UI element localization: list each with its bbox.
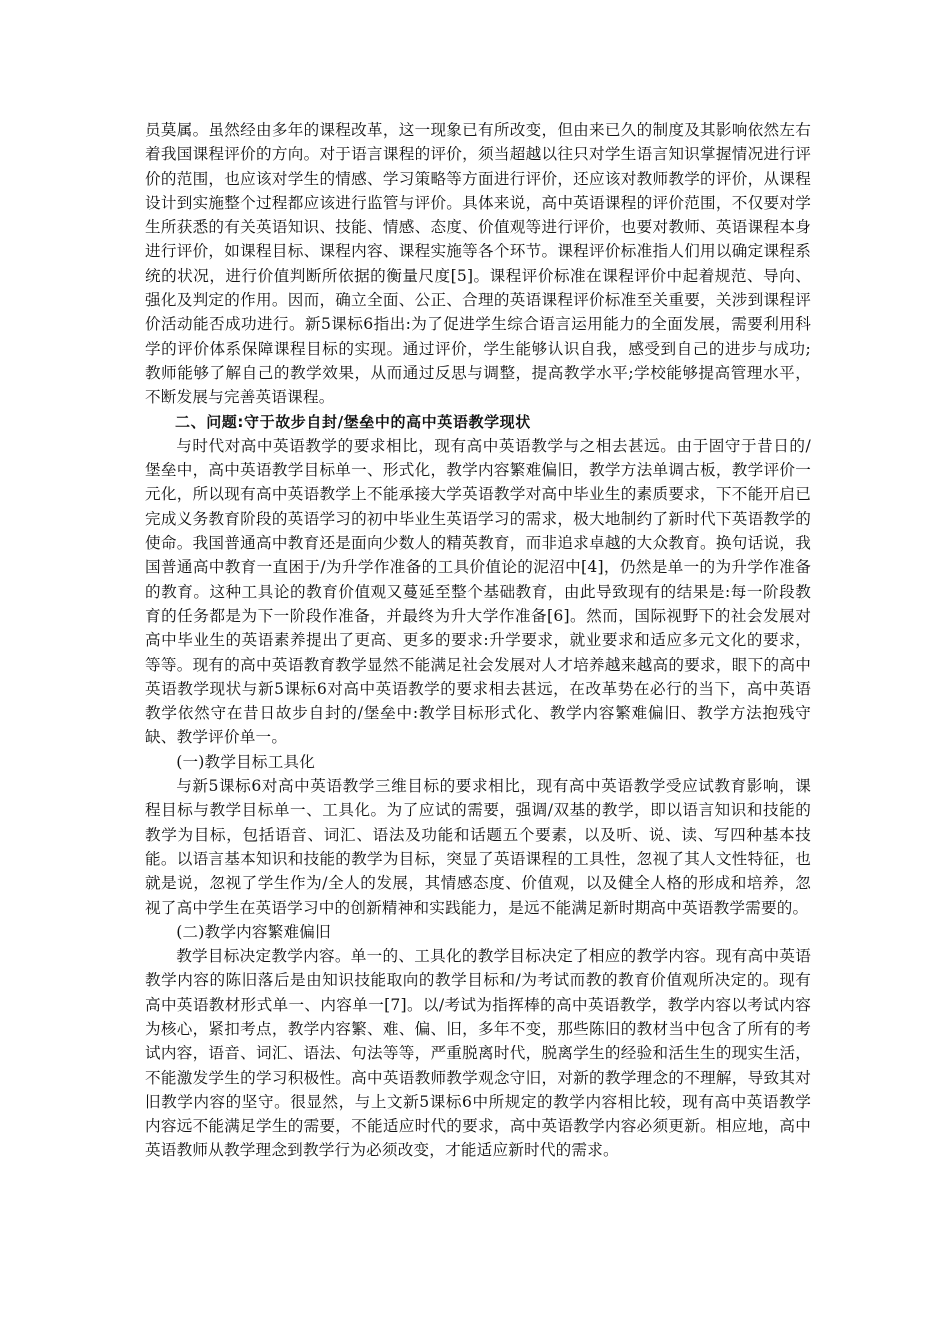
document-page: [145, 118, 811, 1163]
paragraph-body: 教学目标决定教学内容。单一的、工具化的教学目标决定了相应的教学内容。现有高中英语教学内容的陈旧落后是由知识技能取向的教学目标和/为考试而教的教育价值观所决定的。现有高中英语教材形式单一、内容单一[7]。以/考试为指挥棒的高中英语教学，教学内容以考试内容为核心，紧扣考点，教学内容繁、难、偏、旧，多年不变，那些陈旧的教材当中包含了所有的考试内容，语音、词汇、语法、句法等等，严重脱离时代，脱离学生的经验和活生生的现实生活，不能激发学生的学习积极性。高中英语教师教学观念守旧，对新的教学理念的不理解，导致其对旧教学内容的坚守。很显然，与上文新5课标6中所规定的教学内容相比较，现有高中英语教学内容远不能满足学生的需要，不能适应时代的要求，高中英语教学内容必须更新。相应地，高中英语教师从教学理念到教学行为必须改变，才能适应新时代的需求。: [145, 947, 811, 1160]
paragraph-continued: 员莫属。虽然经由多年的课程改革，这一现象已有所改变，但由来已久的制度及其影响依然左右着我国课程评价的方向。对于语言课程的评价，须当超越以往只对学生语言知识掌握情况进行评价的范围，也应该对学生的情感、学习策略等方面进行评价，还应该对教师教学的评价，从课程设计到实施整个过程都应该进行监管与评价。具体来说，高中英语课程的评价范围，不仅要对学生所获悉的有关英语知识、技能、情感、态度、价值观等进行评价，也要对教师、英语课程本身进行评价，如课程目标、课程内容、课程实施等各个环节。课程评价标准指人们用以确定课程系统的状况，进行价值判断所依据的衡量尺度[5]。课程评价标准在课程评价中起着规范、导向、强化及判定的作用。因而，确立全面、公正、合理的英语课程评价标准至关重要，关涉到课程评价活动能否成功进行。新5课标6指出:为了促进学生综合语言运用能力的全面发展，需要利用科学的评价体系保障课程目标的实现。通过评价，学生能够认识自我，感受到自己的进步与成功;教师能够了解自己的教学效果，从而通过反思与调整，提高教学水平;学校能够提高管理水平，不断发展与完善英语课程。: [145, 121, 811, 407]
subsection-heading-2: (二)教学内容繁难偏旧: [176, 922, 331, 941]
paragraph-body: 与新5课标6对高中英语教学三维目标的要求相比，现有高中英语教学受应试教育影响，课程目标与教学目标单一、工具化。为了应试的需要，强调/双基的教学，即以语言知识和技能的教学为目标，包括语音、词汇、语法及功能和话题五个要素，以及听、说、读、写四种基本技能。以语言基本知识和技能的教学为目标，突显了英语课程的工具性，忽视了其人文性特征，也就是说，忽视了学生作为/全人的发展，其情感态度、价值观，以及健全人格的形成和培养，忽视了高中学生在英语学习中的创新精神和实践能力，是远不能满足新时期高中英语教学需要的。: [145, 777, 811, 917]
subsection-heading-1: (一)教学目标工具化: [176, 752, 316, 771]
section-heading: 二、问题:守于故步自封/堡垒中的高中英语教学现状: [175, 412, 531, 431]
paragraph-body: 与时代对高中英语教学的要求相比，现有高中英语教学与之相去甚远。由于固守于昔日的/堡垒中，高中英语教学目标单一、形式化，教学内容繁难偏旧，教学方法单调古板，教学评价一元化，所以现有高中英语教学上不能承接大学英语教学对高中毕业生的素质要求，下不能开启已完成义务教育阶段的英语学习的初中毕业生英语学习的需求，极大地制约了新时代下英语教学的使命。我国普通高中教育还是面向少数人的精英教育，而非追求卓越的大众教育。换句话说，我国普通高中教育一直困于/为升学作准备的工具价值论的泥沼中[4]，仍然是单一的为升学作准备的教育。这种工具论的教育价值观又蔓延至整个基础教育，由此导致现有的结果是:每一阶段教育的任务都是为下一阶段作准备，并最终为升大学作准备[6]。然而，国际视野下的社会发展对高中毕业生的英语素养提出了更高、更多的要求:升学要求，就业要求和适应多元文化的要求，等等。现有的高中英语教育教学显然不能满足社会发展对人才培养越来越高的要求，眼下的高中英语教学现状与新5课标6对高中英语教学的要求相去甚远，在改革势在必行的当下，高中英语教学依然守在昔日故步自封的/堡垒中:教学目标形式化、教学内容繁难偏旧、教学方法抱残守缺、教学评价单一。: [145, 436, 811, 747]
